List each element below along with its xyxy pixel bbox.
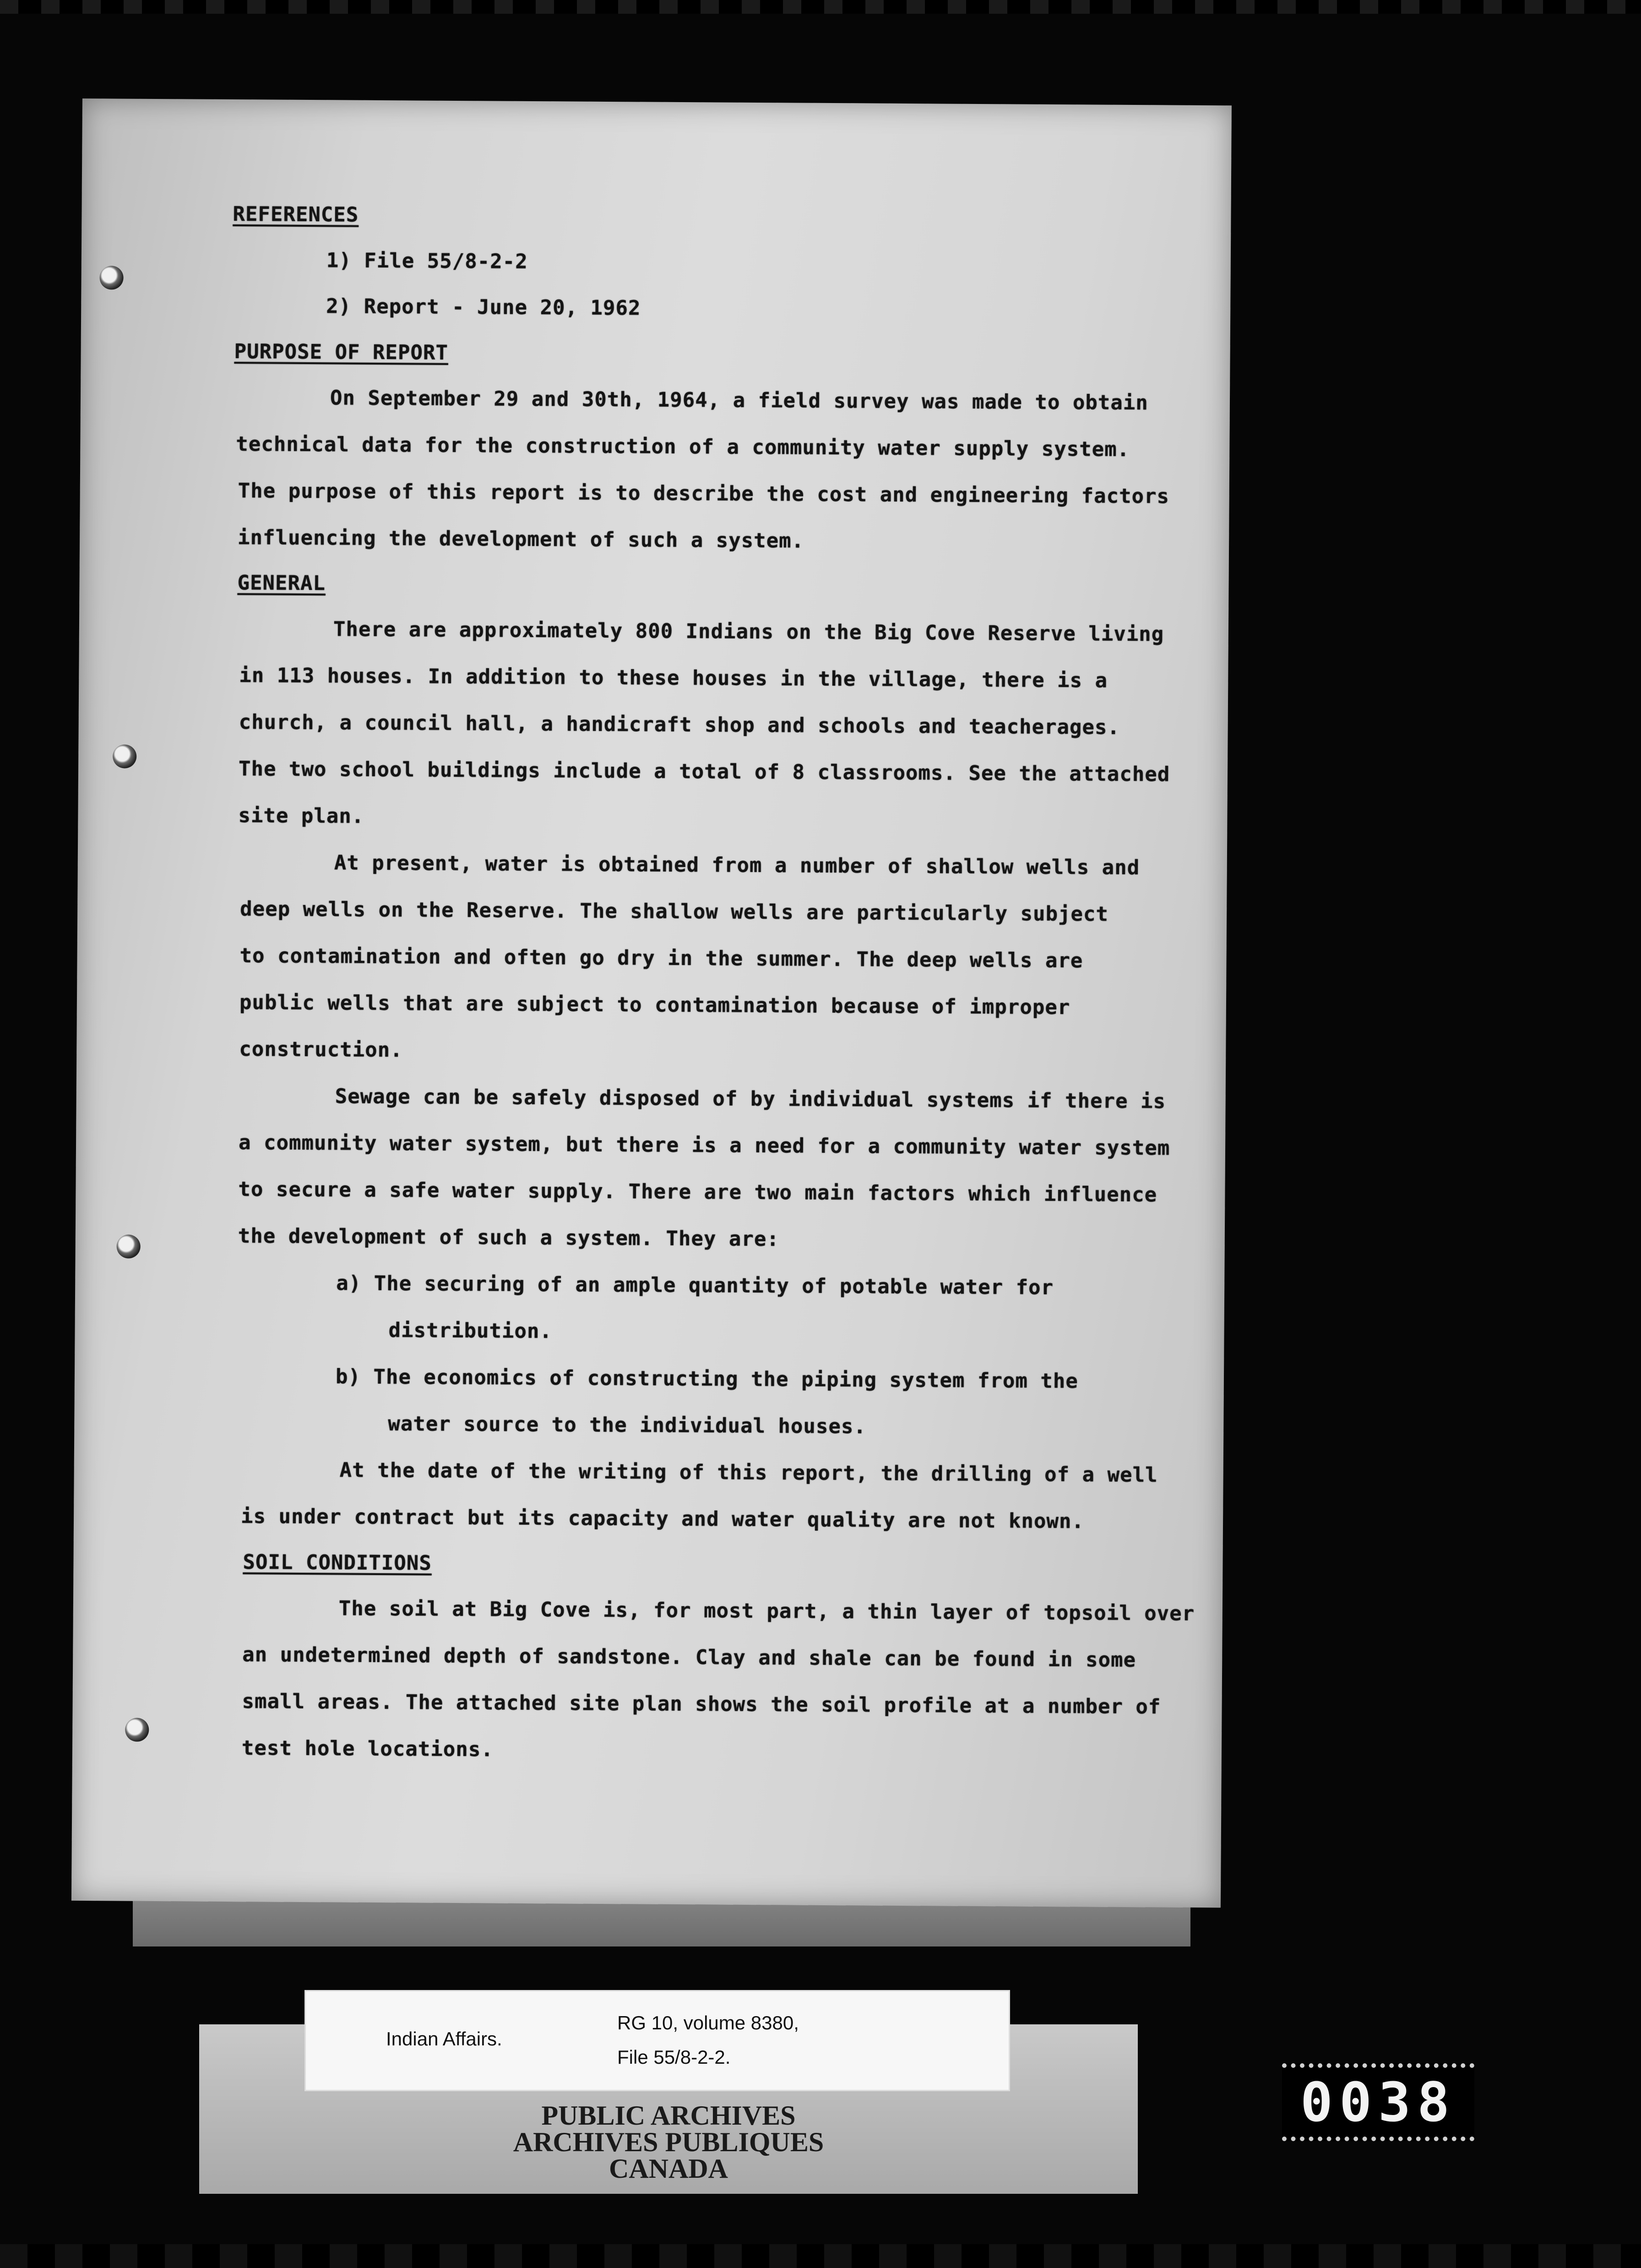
paragraph-line: to secure a safe water supply. There are two main factors which influence [238, 1178, 1157, 1207]
paragraph-line: a community water system, but there is a need for a community water system [238, 1131, 1170, 1160]
list-item: a) The securing of an ample quantity of potable water for [336, 1271, 1054, 1300]
department-label: Indian Affairs. [386, 2028, 502, 2050]
film-strip-top [0, 0, 1641, 14]
paragraph-line: The soil at Big Cove is, for most part, a thin layer of topsoil over [338, 1597, 1195, 1625]
paragraph-line: in 113 houses. In addition to these houses in the village, there is a [239, 664, 1108, 692]
typed-report [71, 98, 1232, 1908]
references-heading: REFERENCES [233, 202, 359, 227]
paragraph-line: to contamination and often go dry in the summer. The deep wells are [239, 944, 1083, 973]
archives-line: ARCHIVES PUBLIQUES [513, 2127, 824, 2157]
paragraph-line: technical data for the construction of a community water supply system. [236, 432, 1130, 461]
archives-line: PUBLIC ARCHIVES [541, 2100, 796, 2131]
list-item: b) The economics of constructing the piping system from the [335, 1365, 1079, 1393]
list-item-continued: water source to the individual houses. [388, 1412, 867, 1439]
soil-heading: SOIL CONDITIONS [243, 1550, 432, 1575]
paragraph-line: At the date of the writing of this report, the drilling of a well [339, 1458, 1158, 1487]
archives-line: CANADA [609, 2154, 728, 2184]
paragraph-line: public wells that are subject to contamination because of improper [239, 991, 1070, 1020]
paragraph-line: The two school buildings include a total of 8 classrooms. See the attached [238, 757, 1170, 786]
reference-item: 1) File 55/8-2-2 [326, 249, 528, 273]
frame-counter [1282, 2063, 1474, 2141]
paragraph-line: church, a council hall, a handicraft shop and schools and teacherages. [239, 710, 1120, 739]
purpose-heading: PURPOSE OF REPORT [234, 340, 449, 365]
paragraph-line: Sewage can be safely disposed of by individual systems if there is [335, 1085, 1166, 1113]
film-strip-bottom [0, 2244, 1641, 2268]
reference-item: 2) Report - June 20, 1962 [326, 294, 641, 320]
list-item-continued: distribution. [388, 1319, 553, 1343]
paragraph-line: an undetermined depth of sandstone. Clay and shale can be found in some [242, 1643, 1136, 1672]
paragraph-line: the development of such a system. They are: [238, 1224, 780, 1251]
file-label: File 55/8-2-2. [617, 2046, 731, 2068]
paragraph-line: site plan. [238, 804, 364, 828]
paragraph-line: is under contract but its capacity and water quality are not known. [240, 1505, 1085, 1533]
archives-stamp [199, 2102, 1138, 2182]
paragraph-line: test hole locations. [241, 1736, 494, 1761]
paragraph-line: small areas. The attached site plan shows the soil profile at a number of [242, 1690, 1161, 1719]
paragraph-line: There are approximately 800 Indians on the Big Cove Reserve living [333, 617, 1164, 646]
paragraph-line: construction. [239, 1037, 403, 1062]
general-heading: GENERAL [237, 571, 326, 595]
document-page [71, 98, 1232, 1908]
paragraph-line: deep wells on the Reserve. The shallow wells are particularly subject [240, 897, 1109, 926]
record-group-label: RG 10, volume 8380, [617, 2012, 799, 2034]
paragraph-line: The purpose of this report is to describe the cost and engineering factors [238, 479, 1170, 508]
paragraph-line: On September 29 and 30th, 1964, a field survey was made to obtain [330, 386, 1149, 415]
paragraph-line: At present, water is obtained from a number of shallow wells and [334, 851, 1140, 880]
paragraph-line: influencing the development of such a system. [237, 526, 804, 553]
archive-reference-label [304, 1990, 1010, 2091]
frame-number: 0038 [1300, 2071, 1456, 2134]
